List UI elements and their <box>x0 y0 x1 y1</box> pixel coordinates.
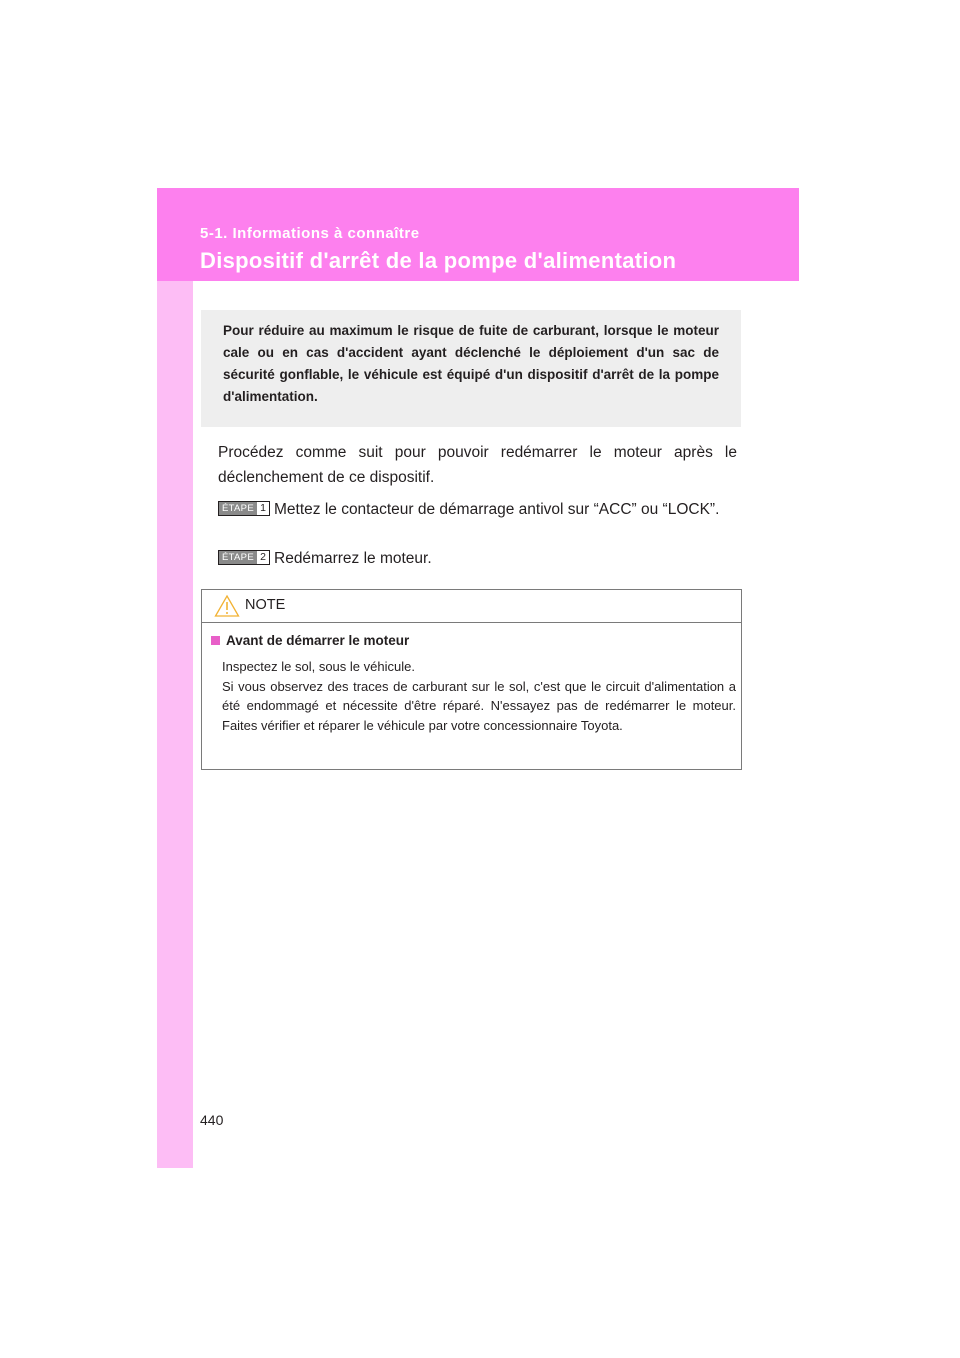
step-badge-number: 1 <box>257 502 269 515</box>
note-body: Si vous observez des traces de carburant sur le sol, c'est que le circuit d'alimentation a été endommagé et nécessite d'être réparé. N'essayez pas de redémarrer le moteur. Faites vérifier et réparer le véhicule par votre concessionnaire Toyota. <box>222 678 736 733</box>
body-paragraph: Procédez comme suit pour pouvoir redémarrer le moteur après le déclenchement de ce dispositif. <box>218 444 737 486</box>
step-badge-label: ÉTAPE <box>219 551 257 564</box>
square-bullet-icon <box>211 636 220 645</box>
step-text: Mettez le contacteur de démarrage antivol sur “ACC” ou “LOCK”. <box>274 501 720 518</box>
page-title: Dispositif d'arrêt de la pompe d'alimentation <box>200 248 677 273</box>
intro-box <box>201 310 741 427</box>
note-box <box>201 589 742 770</box>
step-badge-number: 2 <box>257 551 269 564</box>
note-subheading-text: Avant de démarrer le moteur <box>226 633 410 648</box>
step-badge <box>218 550 270 565</box>
section-label: 5-1. Informations à connaître <box>200 225 420 242</box>
note-subheading <box>211 633 409 648</box>
warning-triangle-icon <box>214 594 240 618</box>
intro-text: Pour réduire au maximum le risque de fuite de carburant, lorsque le moteur cale ou en cas d'accident ayant déclenché le déploiement d'un sac de sécurité gonflable, le véhicule est équipé d'un dispositif d'arrêt de la pompe d'alimentation. <box>223 323 719 404</box>
step-badge <box>218 501 270 516</box>
note-text <box>222 657 736 735</box>
note-header <box>202 590 741 623</box>
note-line-1: Inspectez le sol, sous le véhicule. <box>222 659 415 674</box>
step-1 <box>218 497 737 522</box>
step-2 <box>218 546 737 571</box>
note-title: NOTE <box>245 597 286 613</box>
side-tab-strip <box>157 188 193 1168</box>
step-badge-label: ÉTAPE <box>219 502 257 515</box>
page-number: 440 <box>200 1112 224 1128</box>
step-text: Redémarrez le moteur. <box>274 550 432 567</box>
